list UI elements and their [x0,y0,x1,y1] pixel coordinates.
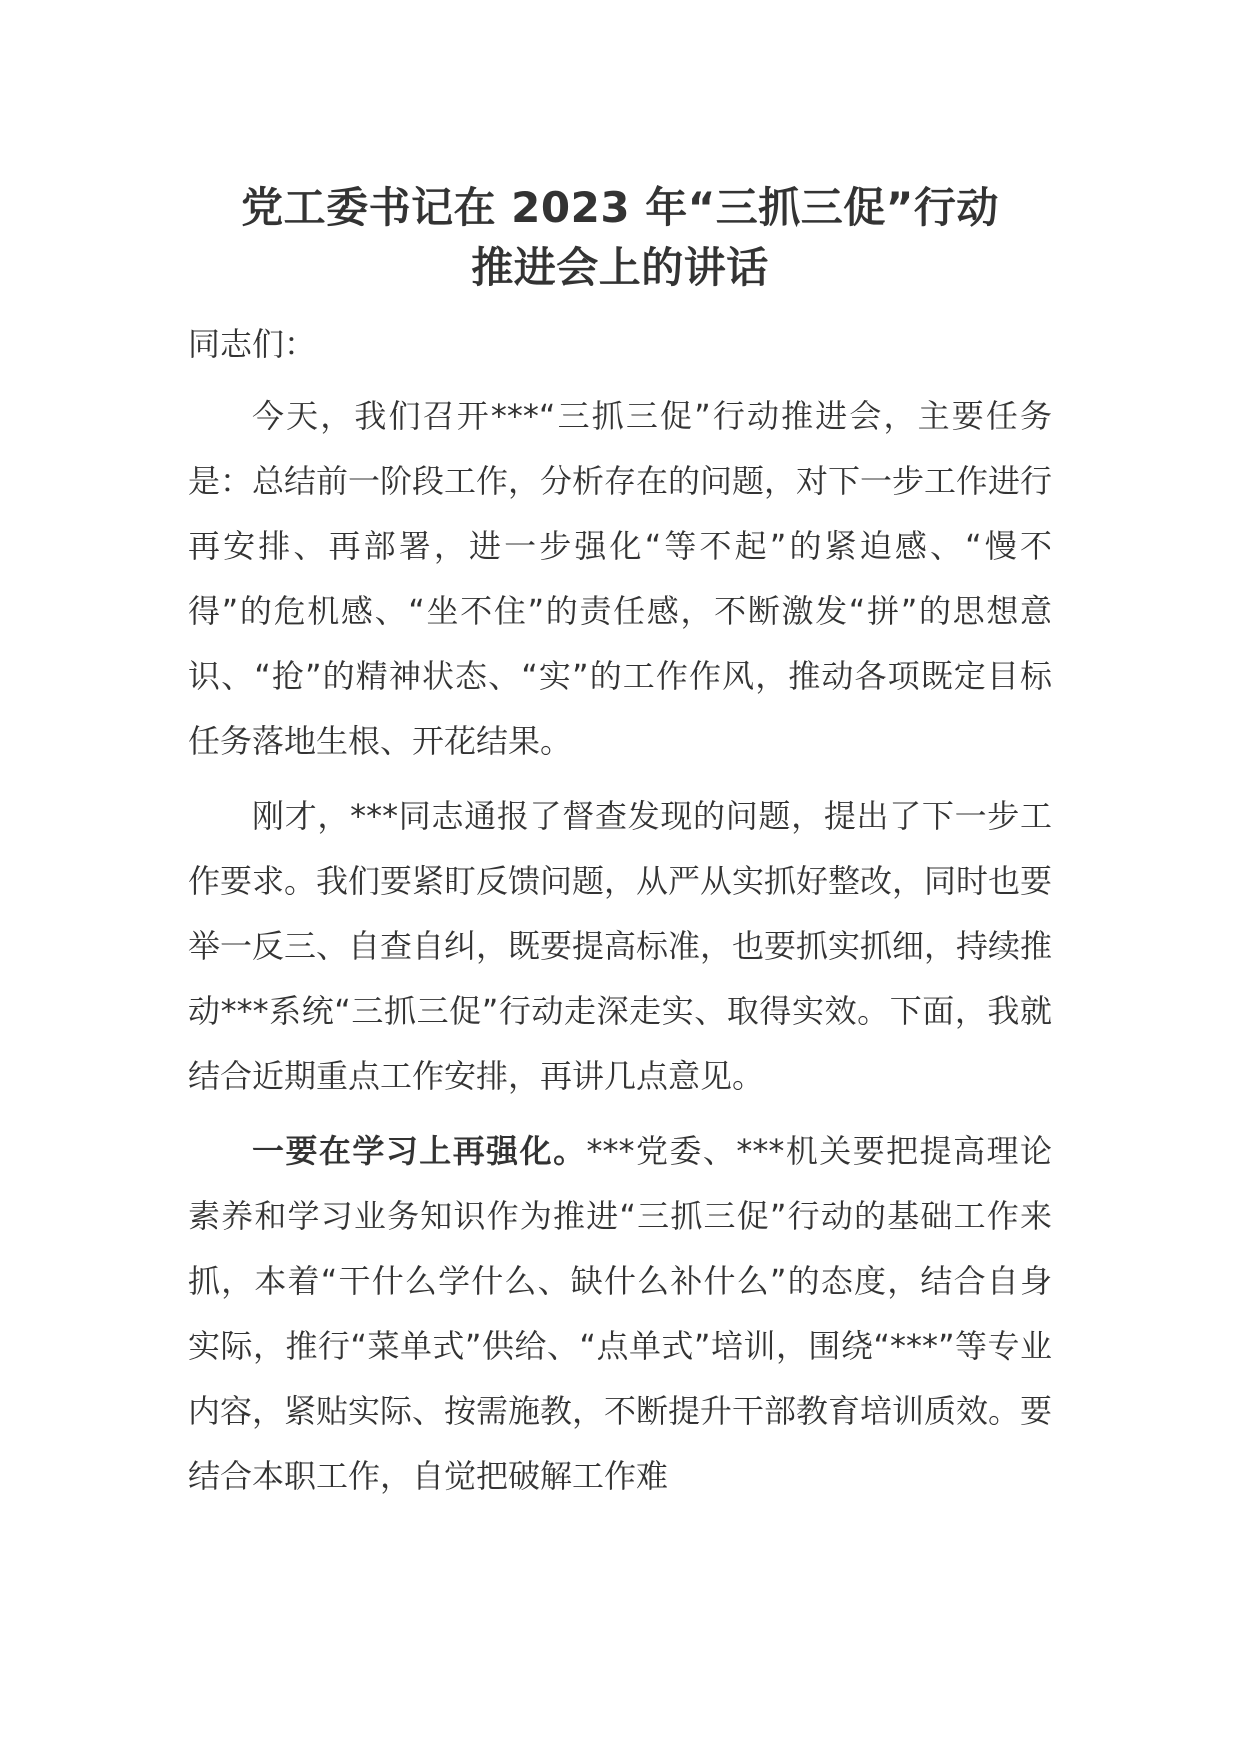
paragraph-opening [188,384,1052,774]
greeting: 同志们： [188,325,317,363]
paragraph-text: ***党委、***机关要把提高理论素养和学习业务知识作为推进“三抓三促”行动的基础工作来抓，本着“干什么学什么、缺什么补什么”的态度，结合自身实际，推行“菜单式”供给、“点单式”培训，围绕“***”等专业内容，紧贴实际、按需施教，不断提升干部教育培训质效。要结合本职工作，自觉把破解工作难 [188,1132,1053,1495]
paragraph-point-one [188,1119,1052,1509]
document-page [188,178,1052,1509]
title-line-1: 党工委书记在 2023 年“三抓三促”行动 [241,183,999,232]
paragraph-text: 刚才，***同志通报了督查发现的问题，提出了下一步工作要求。我们要紧盯反馈问题，从严从实抓好整改，同时也要举一反三、自查自纠，既要提高标准，也要抓实抓细，持续推动***系统“三抓三促”行动走深走实、取得实效。下面，我就结合近期重点工作安排，再讲几点意见。 [188,797,1053,1095]
title-line-2: 推进会上的讲话 [471,243,769,292]
paragraph-text: 今天，我们召开***“三抓三促”行动推进会，主要任务是：总结前一阶段工作，分析存在的问题，对下一步工作进行再安排、再部署，进一步强化“等不起”的紧迫感、“慢不得”的危机感、“坐不住”的责任感，不断激发“拼”的思想意识、“抢”的精神状态、“实”的工作作风，推动各项既定目标任务落地生根、开花结果。 [188,397,1053,760]
paragraph-review [188,784,1052,1109]
document-title [188,178,1052,298]
paragraph-lead: 一要在学习上再强化。 [252,1132,587,1170]
